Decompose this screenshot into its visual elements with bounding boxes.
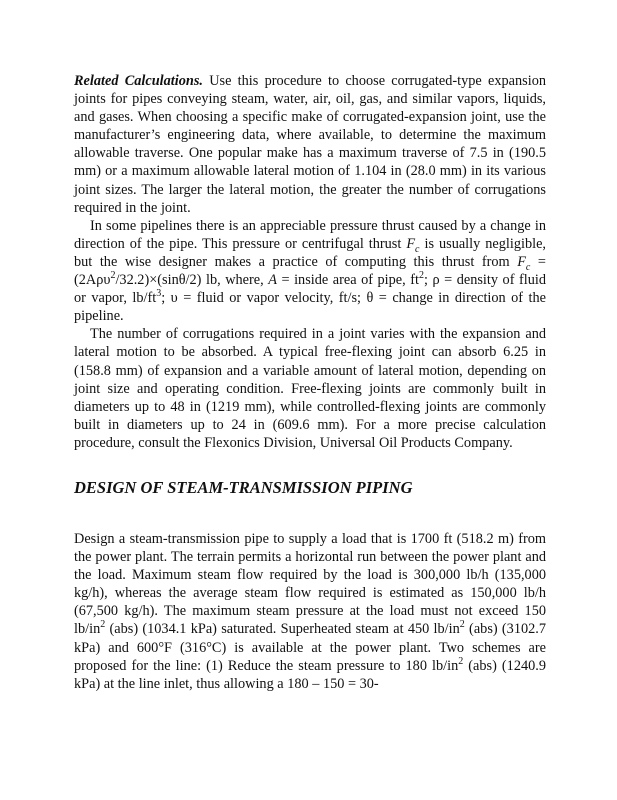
thrust-subscript: c	[525, 261, 531, 273]
corrugations-paragraph: The number of corrugations required in a joint varies with the expansion and lateral motion to be absorbed. A typical free-flexing joint can absorb 6.25 in (158.8 mm) of expansion and a variable amount of lateral motion, depending on joint size and operating condition. Free-flexing joints are commonly built in diameters up to 48 in (1219 mm), while controlled-flexing joints are commonly built in diameters up to 24 in (609.6 mm). For a more precise calculation procedure, consult the Flexonics Division, Universal Oil Products Company.	[74, 326, 546, 451]
thrust-exponent: 3	[156, 288, 162, 300]
related-calculations-paragraph	[74, 72, 546, 217]
thrust-exponent: 2	[110, 270, 116, 282]
thrust-paragraph	[74, 217, 546, 326]
design-text: (abs) (3102.7 kPa) and 600°F (316°C) is available at the power plant. Two schemes are proposed for the line: (1) Reduce the steam pressure to 180 lb/in	[74, 621, 546, 674]
thrust-symbol: F	[517, 253, 526, 270]
design-exponent: 2	[458, 655, 464, 667]
area-symbol: A	[268, 272, 277, 289]
design-text: (abs) (1240.9 kPa) at the line inlet, thus allowing a 180 – 150 = 30-	[74, 657, 546, 692]
related-calculations-body: Use this procedure to choose corrugated-type expansion joints for pipes conveying steam, water, air, oil, gas, and similar vapors, liquids, and gases. When choosing a specific make of corrugated-expansion joint, use the manufacturer’s engineering data, where available, to determine the maximum allowable traverse. One popular make has a maximum traverse of 7.5 in (190.5 mm) or a maximum allowable lateral motion of 1.104 in (28.0 mm) in its various joint sizes. The larger the lateral motion, the greater the number of corrugations required in the joint.	[74, 73, 546, 216]
related-calculations-lead: Related Calculations.	[74, 73, 203, 89]
thrust-text: = inside area of pipe, ft	[276, 272, 419, 289]
design-paragraph	[74, 530, 546, 693]
design-text: Design a steam-transmission pipe to supply a load that is 1700 ft (518.2 m) from the power plant. The terrain permits a horizontal run between the power plant and the load. Maximum steam flow required by the load is 300,000 lb/h (135,000 kg/h), whereas the average steam flow required is estimated as 150,000 lb/h (67,500 kg/h). The maximum steam pressure at the load must not exceed 150 lb/in	[74, 530, 546, 638]
document-page	[74, 72, 546, 693]
thrust-exponent: 2	[418, 270, 424, 282]
section-heading: DESIGN OF STEAM-TRANSMISSION PIPING	[74, 477, 413, 497]
thrust-symbol: F	[406, 235, 416, 252]
thrust-text: ; ρ = density of fluid or vapor, lb/ft	[74, 272, 546, 307]
thrust-formula: /32.2)×(sinθ/2) lb, where,	[115, 272, 269, 289]
thrust-subscript: c	[415, 243, 420, 255]
thrust-text: In some pipelines there is an appreciable pressure thrust caused by a change in direction of the pipe. This pressure or centrifugal thrust	[74, 217, 546, 252]
design-text: (abs) (1034.1 kPa) saturated. Superheated steam at 450 lb/in	[105, 621, 460, 638]
design-exponent: 2	[100, 619, 106, 631]
thrust-text: is usually negligible, but the wise designer makes a practice of computing this thrust from	[74, 235, 546, 270]
thrust-formula: = (2Aρυ	[74, 253, 546, 289]
design-exponent: 2	[459, 619, 465, 631]
thrust-text: ; υ = fluid or vapor velocity, ft/s; θ = change in direction of the pipeline.	[74, 290, 547, 325]
